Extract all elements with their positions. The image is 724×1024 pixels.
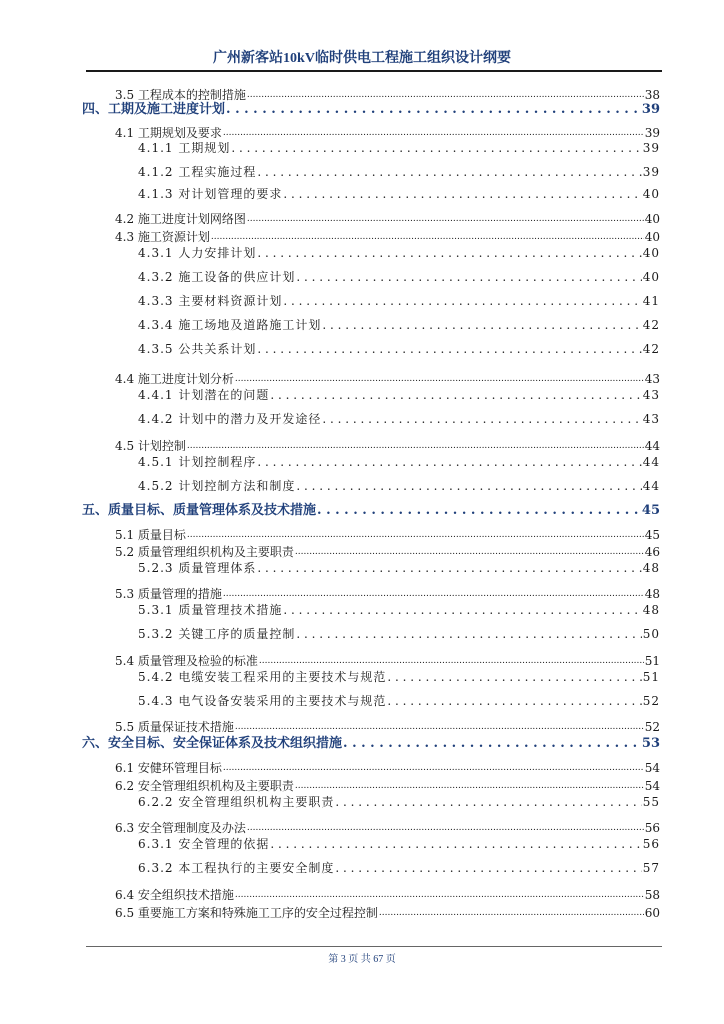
toc-entry-title: 4.4.2 计划中的潜力及开发途径 [138, 412, 322, 426]
toc-entry-page-number: 39 [642, 165, 660, 179]
toc-entry-page-number: 48 [642, 603, 660, 617]
toc-dot-leader [257, 454, 641, 470]
toc-entry[interactable] [82, 140, 660, 156]
toc-entry[interactable] [82, 717, 660, 735]
toc-entry-title: 4.3.1 人力安排计划 [138, 246, 257, 260]
toc-dot-leader [335, 860, 641, 876]
toc-entry-title: 6.3 安全管理制度及办法 [115, 821, 246, 835]
toc-entry[interactable] [82, 836, 660, 852]
toc-entry[interactable] [82, 903, 660, 921]
toc-entry-title: 6.4 安全组织技术措施 [115, 888, 234, 902]
toc-entry-title: 4.5.1 计划控制程序 [138, 455, 257, 469]
toc-entry-page-number: 42 [642, 318, 660, 332]
toc-dot-leader [259, 651, 644, 669]
toc-entry[interactable] [82, 560, 660, 576]
toc-entry-page-number: 54 [644, 779, 660, 793]
toc-entry-page-number: 40 [642, 246, 660, 260]
toc-entry-page-number: 48 [644, 587, 660, 601]
toc-entry-page-number: 57 [642, 861, 660, 875]
toc-entry-title: 4.1.3 对计划管理的要求 [138, 187, 283, 201]
toc-entry-title: 4.4 施工进度计划分析 [115, 372, 234, 386]
toc-dot-leader [257, 560, 641, 576]
toc-entry[interactable] [82, 693, 660, 709]
toc-dot-leader [223, 758, 644, 776]
toc-dot-leader [296, 269, 641, 285]
toc-dot-leader [257, 341, 641, 357]
toc-dot-leader [247, 209, 644, 227]
toc-entry[interactable] [82, 454, 660, 470]
toc-entry-title: 6.2 安全管理组织机构及主要职责 [115, 779, 294, 793]
toc-dot-leader [187, 436, 644, 454]
toc-entry-title: 四、工期及施工进度计划 [82, 102, 226, 117]
toc-dot-leader [247, 85, 644, 103]
toc-entry-title: 4.5 计划控制 [115, 439, 186, 453]
toc-entry-page-number: 38 [644, 88, 660, 102]
toc-entry-page-number: 43 [642, 388, 660, 402]
toc-dot-leader [343, 736, 641, 752]
toc-dot-leader [257, 164, 641, 180]
toc-dot-leader [235, 369, 644, 387]
toc-entry-title: 4.3.2 施工设备的供应计划 [138, 270, 296, 284]
toc-entry[interactable] [82, 525, 660, 543]
toc-entry[interactable] [82, 794, 660, 810]
toc-entry-title: 5.2 质量管理组织机构及主要职责 [115, 545, 294, 559]
document-header-title: 广州新客站10kV临时供电工程施工组织设计纲要 [213, 51, 511, 66]
toc-dot-leader [226, 102, 641, 118]
toc-dot-leader [211, 227, 644, 245]
toc-dot-leader [223, 123, 644, 141]
toc-entry[interactable] [82, 317, 660, 333]
toc-entry-page-number: 50 [642, 627, 660, 641]
toc-entry[interactable] [82, 186, 660, 202]
toc-entry[interactable] [82, 602, 660, 618]
toc-dot-leader [387, 693, 641, 709]
toc-dot-leader [231, 140, 641, 156]
toc-entry[interactable] [82, 227, 660, 245]
toc-entry-title: 6.3.2 本工程执行的主要安全制度 [138, 861, 335, 875]
toc-entry[interactable] [82, 369, 660, 387]
toc-entry[interactable] [82, 411, 660, 427]
toc-dot-leader [295, 542, 644, 560]
toc-entry-page-number: 44 [642, 479, 660, 493]
toc-entry-title: 5.5 质量保证技术措施 [115, 720, 234, 734]
toc-entry[interactable] [82, 503, 660, 519]
toc-entry-page-number: 48 [642, 561, 660, 575]
toc-entry-page-number: 58 [644, 888, 660, 902]
toc-entry-page-number: 56 [644, 821, 660, 835]
toc-dot-leader [235, 717, 644, 735]
toc-entry-page-number: 51 [642, 670, 660, 684]
toc-entry[interactable] [82, 736, 660, 752]
toc-entry-page-number: 40 [642, 187, 660, 201]
toc-entry-title: 5.3.1 质量管理技术措施 [138, 603, 283, 617]
toc-dot-leader [257, 245, 641, 261]
toc-dot-leader [379, 903, 644, 921]
toc-entry-title: 5.4 质量管理及检验的标准 [115, 654, 258, 668]
toc-dot-leader [283, 186, 641, 202]
toc-entry-page-number: 54 [644, 761, 660, 775]
toc-entry-page-number: 51 [644, 654, 660, 668]
toc-dot-leader [270, 836, 641, 852]
toc-entry[interactable] [82, 651, 660, 669]
toc-entry-title: 4.1.1 工期规划 [138, 141, 231, 155]
toc-entry-title: 5.3 质量管理的措施 [115, 587, 222, 601]
toc-entry-page-number: 40 [642, 270, 660, 284]
toc-entry-title: 五、质量目标、质量管理体系及技术措施 [82, 503, 317, 518]
toc-entry-page-number: 52 [644, 720, 660, 734]
toc-entry-title: 6.5 重要施工方案和特殊施工工序的安全过程控制 [115, 906, 378, 920]
toc-entry-title: 4.3.4 施工场地及道路施工计划 [138, 318, 322, 332]
toc-dot-leader [223, 584, 644, 602]
toc-dot-leader [235, 885, 644, 903]
toc-entry-page-number: 43 [642, 412, 660, 426]
toc-entry[interactable] [82, 478, 660, 494]
toc-dot-leader [296, 626, 641, 642]
toc-dot-leader [295, 776, 644, 794]
toc-entry-page-number: 55 [642, 795, 660, 809]
toc-entry-page-number: 40 [644, 230, 660, 244]
page-footer: 第 3 页 共 67 页 [328, 954, 396, 965]
toc-entry-title: 5.2.3 质量管理体系 [138, 561, 257, 575]
toc-entry-title: 六、安全目标、安全保证体系及技术组织措施 [82, 736, 343, 751]
toc-entry-title: 4.1 工期规划及要求 [115, 126, 222, 140]
toc-entry-title: 4.5.2 计划控制方法和制度 [138, 479, 296, 493]
toc-entry[interactable] [82, 102, 660, 118]
toc-entry[interactable] [82, 85, 660, 103]
toc-entry-page-number: 39 [641, 102, 660, 117]
toc-entry[interactable] [82, 885, 660, 903]
toc-entry[interactable] [82, 818, 660, 836]
footer-rule [86, 946, 662, 947]
toc-entry-page-number: 56 [642, 837, 660, 851]
toc-entry-title: 4.3.5 公共关系计划 [138, 342, 257, 356]
toc-entry[interactable] [82, 341, 660, 357]
toc-entry-title: 5.4.3 电气设备安装采用的主要技术与规范 [138, 694, 387, 708]
toc-dot-leader [283, 293, 641, 309]
toc-entry-page-number: 44 [642, 455, 660, 469]
toc-entry-page-number: 39 [644, 126, 660, 140]
toc-entry[interactable] [82, 293, 660, 309]
toc-entry-page-number: 46 [644, 545, 660, 559]
toc-entry-page-number: 60 [644, 906, 660, 920]
toc-dot-leader [296, 478, 641, 494]
toc-entry[interactable] [82, 542, 660, 560]
toc-entry[interactable] [82, 387, 660, 403]
toc-dot-leader [322, 411, 641, 427]
toc-entry-page-number: 43 [644, 372, 660, 386]
toc-entry-title: 6.1 安健环管理目标 [115, 761, 222, 775]
toc-entry-page-number: 53 [641, 736, 660, 751]
header-rule [86, 70, 662, 72]
toc-entry-title: 4.4.1 计划潜在的问题 [138, 388, 270, 402]
toc-entry-page-number: 45 [644, 528, 660, 542]
toc-dot-leader [322, 317, 641, 333]
toc-entry[interactable] [82, 164, 660, 180]
toc-entry-page-number: 40 [644, 212, 660, 226]
toc-entry-title: 4.1.2 工程实施过程 [138, 165, 257, 179]
toc-entry[interactable] [82, 584, 660, 602]
toc-entry[interactable] [82, 860, 660, 876]
toc-entry[interactable] [82, 209, 660, 227]
toc-entry-page-number: 45 [641, 503, 660, 518]
toc-entry-title: 3.5 工程成本的控制措施 [115, 88, 246, 102]
toc-entry[interactable] [82, 626, 660, 642]
toc-entry-title: 4.3 施工资源计划 [115, 230, 210, 244]
toc-entry[interactable] [82, 776, 660, 794]
toc-entry[interactable] [82, 245, 660, 261]
toc-entry[interactable] [82, 269, 660, 285]
toc-entry-title: 4.3.3 主要材料资源计划 [138, 294, 283, 308]
toc-entry-title: 6.3.1 安全管理的依据 [138, 837, 270, 851]
toc-entry-page-number: 44 [644, 439, 660, 453]
toc-entry-page-number: 42 [642, 342, 660, 356]
toc-entry-title: 5.4.2 电缆安装工程采用的主要技术与规范 [138, 670, 387, 684]
toc-entry-page-number: 52 [642, 694, 660, 708]
toc-dot-leader [317, 503, 641, 519]
toc-entry-page-number: 41 [642, 294, 660, 308]
toc-entry[interactable] [82, 123, 660, 141]
toc-dot-leader [335, 794, 641, 810]
toc-entry-title: 4.2 施工进度计划网络图 [115, 212, 246, 226]
toc-dot-leader [187, 525, 644, 543]
toc-dot-leader [387, 669, 641, 685]
toc-entry[interactable] [82, 669, 660, 685]
toc-dot-leader [270, 387, 641, 403]
toc-entry-page-number: 39 [642, 141, 660, 155]
toc-entry[interactable] [82, 758, 660, 776]
toc-entry-title: 5.1 质量目标 [115, 528, 186, 542]
toc-entry-title: 5.3.2 关键工序的质量控制 [138, 627, 296, 641]
toc-dot-leader [247, 818, 644, 836]
toc-dot-leader [283, 602, 641, 618]
toc-entry-title: 6.2.2 安全管理组织机构主要职责 [138, 795, 335, 809]
toc-entry[interactable] [82, 436, 660, 454]
